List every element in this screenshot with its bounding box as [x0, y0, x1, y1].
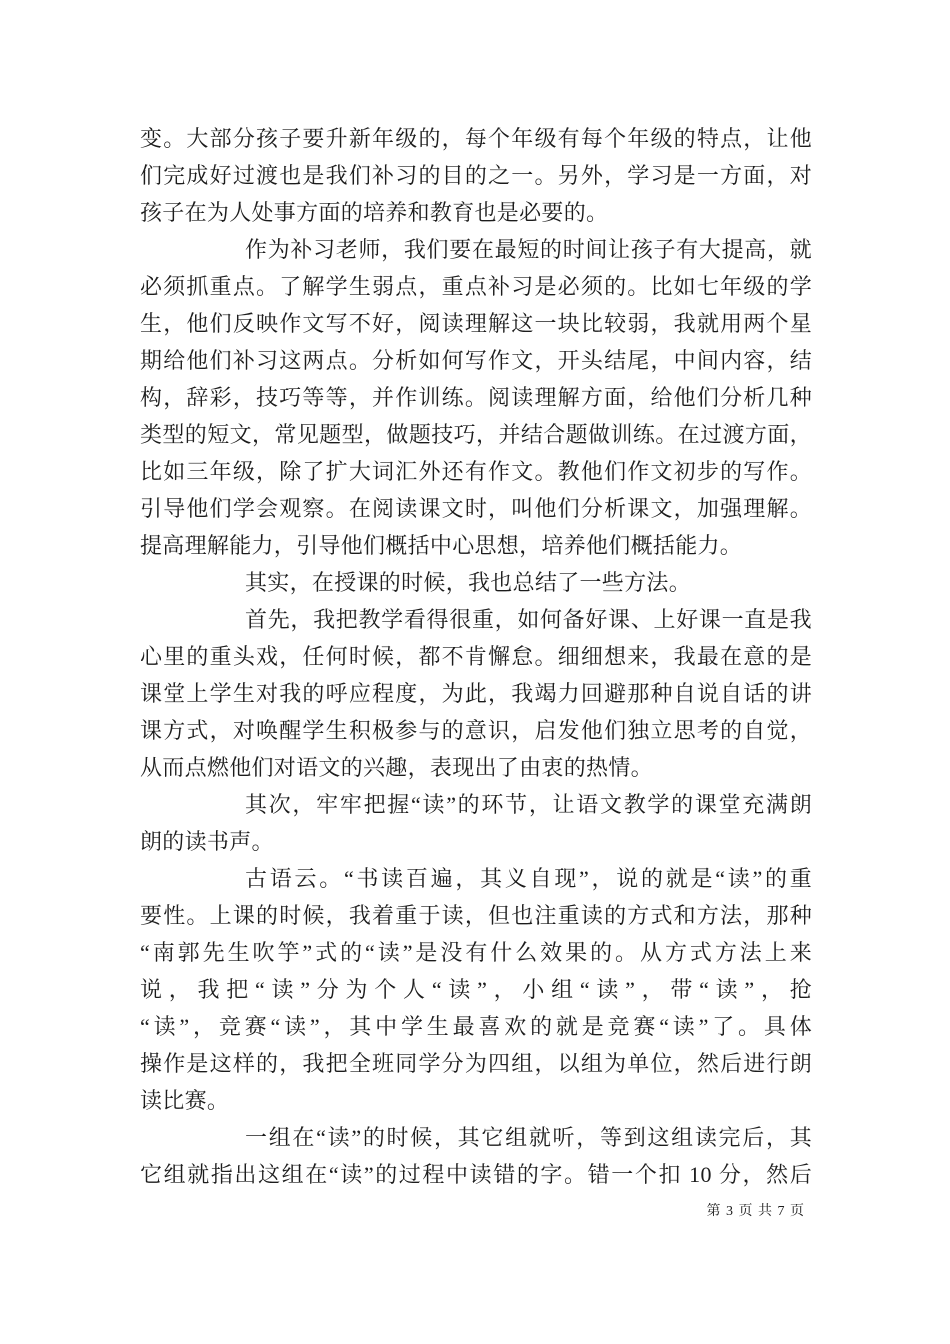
text-line: 引导他们学会观察。在阅读课文时，叫他们分析课文，加强理解。 [140, 496, 812, 521]
page-footer: 第 3 页 共 7 页 [706, 1204, 805, 1219]
text-line: 心里的重头戏，任何时候，都不肯懈怠。细细想来，我最在意的是 [140, 644, 812, 669]
text-line: 比如三年级，除了扩大词汇外还有作文。教他们作文初步的写作。 [140, 459, 812, 484]
text-line: 作为补习老师，我们要在最短的时间让孩子有大提高，就 [245, 237, 812, 262]
document-body [140, 120, 812, 1193]
text-line: 构，辞彩，技巧等等，并作训练。阅读理解方面，给他们分析几种 [140, 385, 812, 410]
text-line: 说，我把“读”分为个人“读”，小组“读”，带“读”，抢 [140, 977, 812, 1002]
text-line: 必须抓重点。了解学生弱点，重点补习是必须的。比如七年级的学 [140, 274, 812, 299]
text-line: 课堂上学生对我的呼应程度，为此，我竭力回避那种自说自话的讲 [140, 681, 812, 706]
text-line: 孩子在为人处事方面的培养和教育也是必要的。 [140, 200, 609, 225]
text-line: 从而点燃他们对语文的兴趣，表现出了由衷的热情。 [140, 755, 653, 780]
text-line: 其实，在授课的时候，我也总结了一些方法。 [245, 570, 692, 595]
text-line: 要性。上课的时候，我着重于读，但也注重读的方式和方法，那种 [140, 903, 812, 928]
text-line: 古语云。“书读百遍，其义自现”，说的就是“读”的重 [245, 866, 812, 891]
text-line: 期给他们补习这两点。分析如何写作文，开头结尾，中间内容，结 [140, 348, 812, 373]
text-line: “读”，竞赛“读”，其中学生最喜欢的就是竞赛“读”了。具体 [140, 1014, 812, 1039]
text-line: 生，他们反映作文写不好，阅读理解这一块比较弱，我就用两个星 [140, 311, 812, 336]
text-line: 类型的短文，常见题型，做题技巧，并结合题做训练。在过渡方面， [140, 422, 812, 447]
text-line: “南郭先生吹竽”式的“读”是没有什么效果的。从方式方法上来 [140, 940, 812, 965]
text-line: 首先，我把教学看得很重，如何备好课、上好课一直是我 [245, 607, 812, 632]
text-line: 它组就指出这组在“读”的过程中读错的字。错一个扣 10 分，然后 [140, 1162, 812, 1187]
text-line: 一组在“读”的时候，其它组就听，等到这组读完后，其 [245, 1125, 812, 1150]
text-line: 其次，牢牢把握“读”的环节，让语文教学的课堂充满朗 [245, 792, 812, 817]
text-line: 们完成好过渡也是我们补习的目的之一。另外，学习是一方面，对 [140, 163, 812, 188]
text-line: 提高理解能力，引导他们概括中心思想，培养他们概括能力。 [140, 533, 743, 558]
text-line: 读比赛。 [140, 1088, 230, 1113]
text-line: 课方式，对唤醒学生积极参与的意识，启发他们独立思考的自觉， [140, 718, 812, 743]
text-line: 操作是这样的，我把全班同学分为四组，以组为单位，然后进行朗 [140, 1051, 812, 1076]
text-line: 变。大部分孩子要升新年级的，每个年级有每个年级的特点，让他 [140, 126, 812, 151]
text-line: 朗的读书声。 [140, 829, 274, 854]
